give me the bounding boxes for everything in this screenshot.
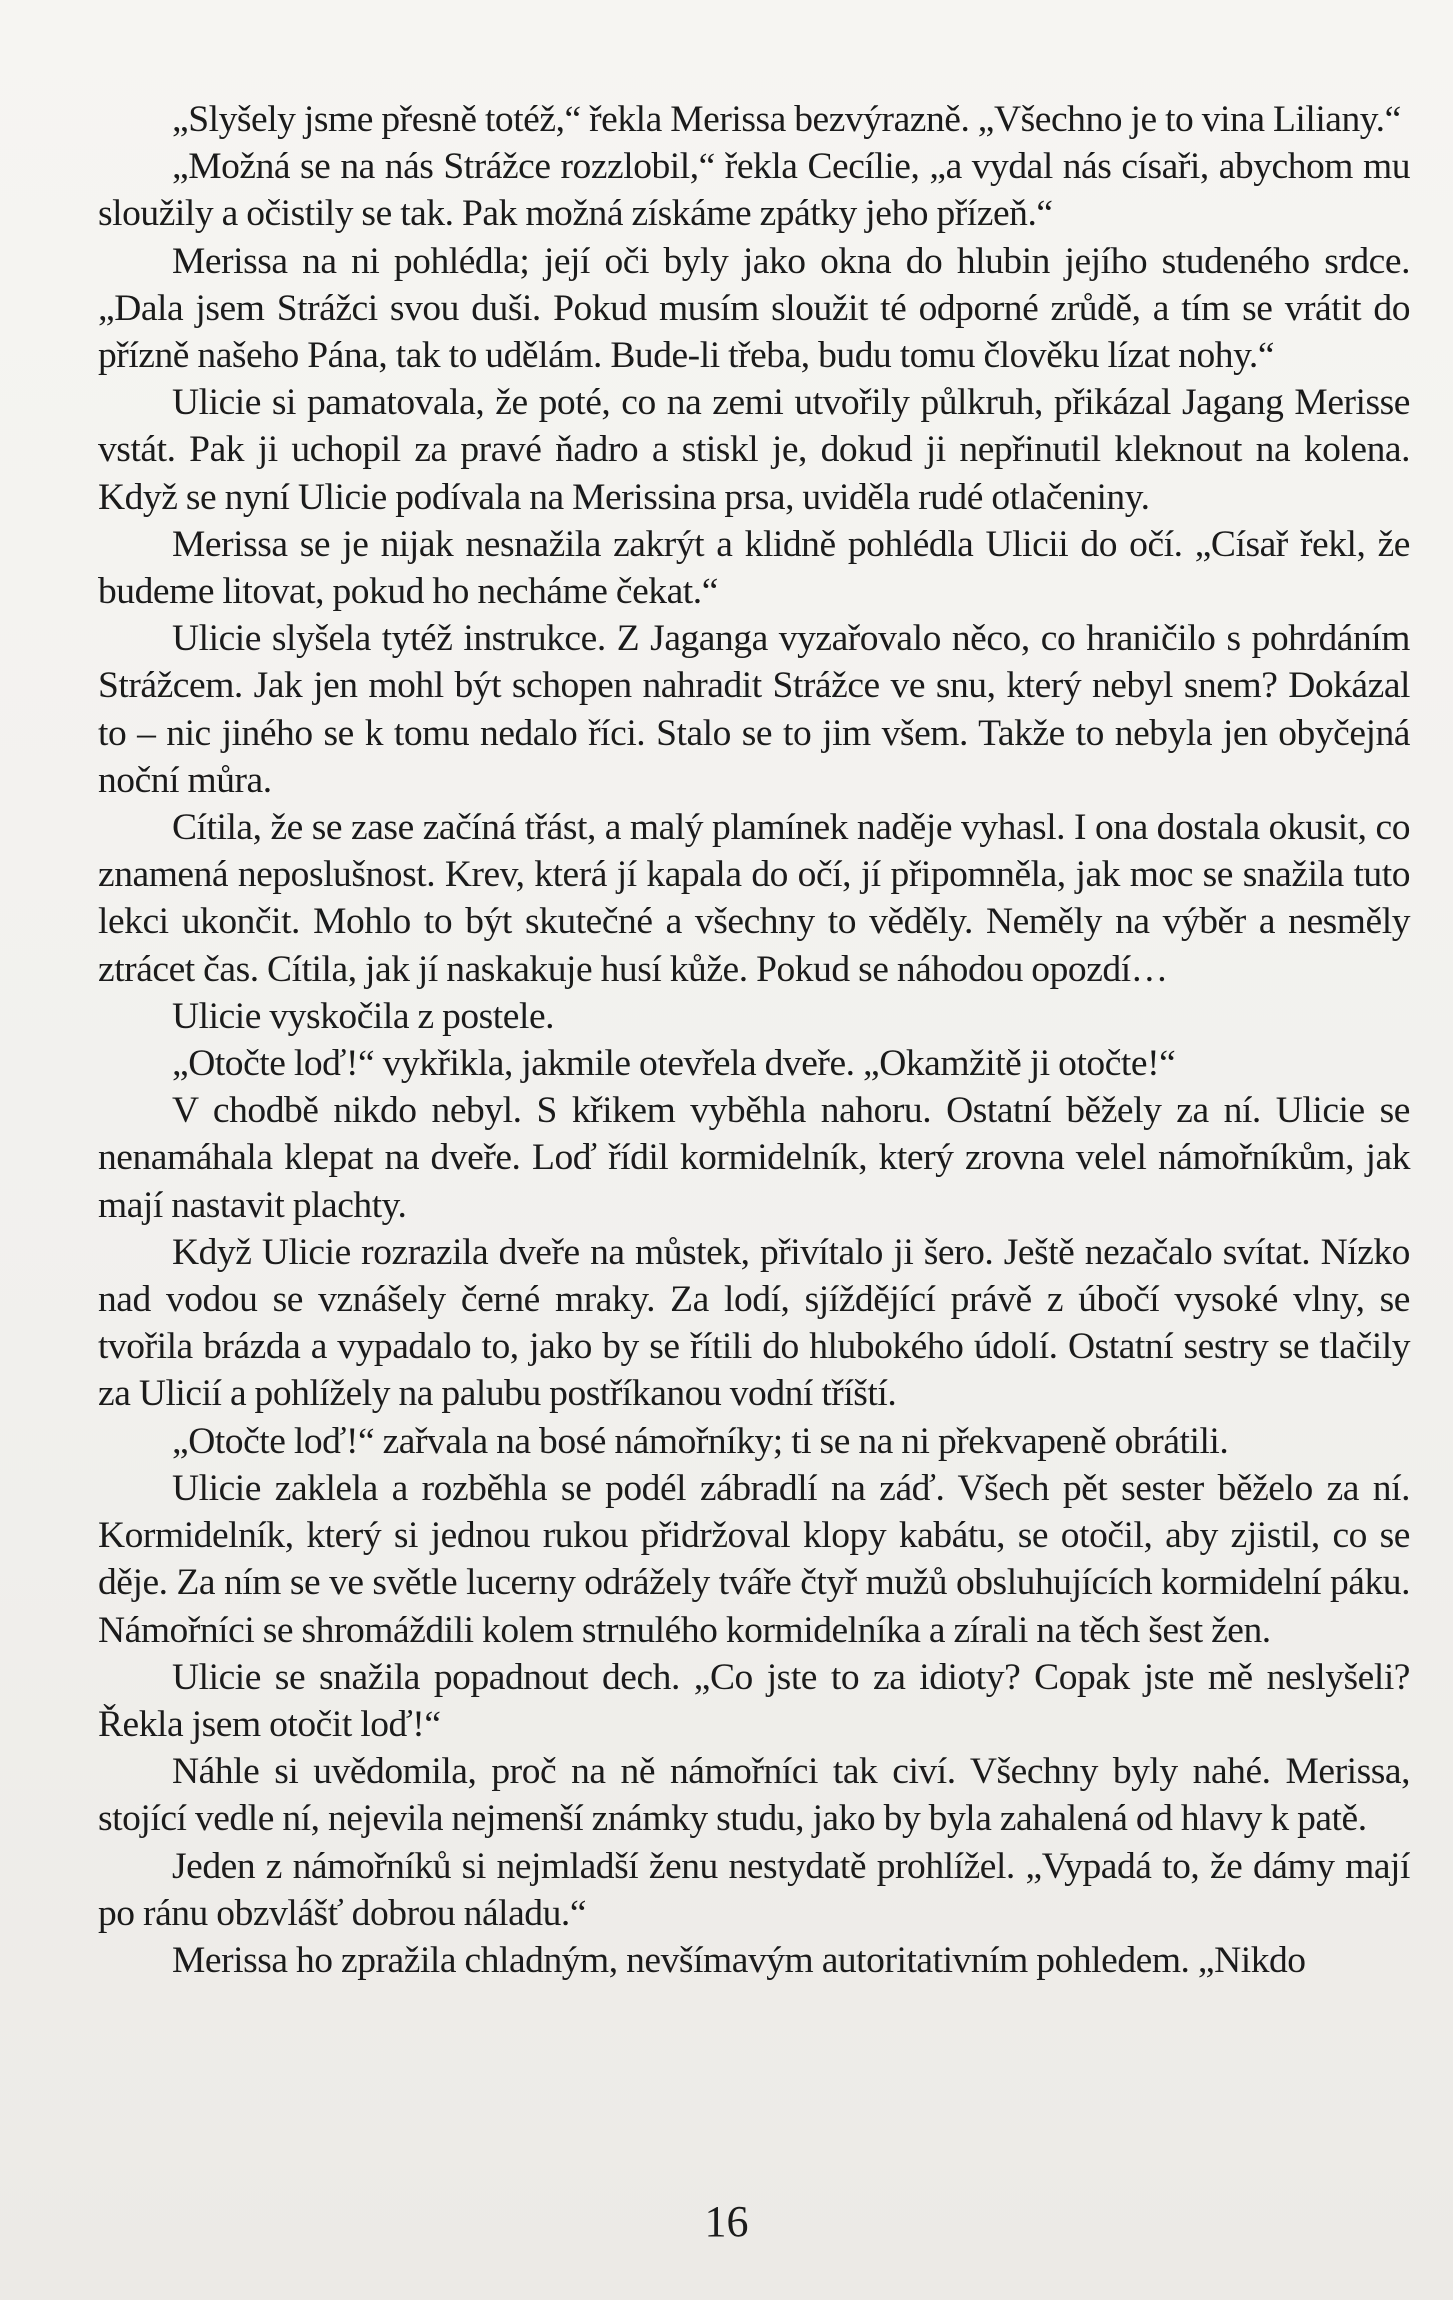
- paragraph: Merissa se je nijak nesnažila zakrýt a klidně pohlédla Ulicii do očí. „Císař řekl, že budeme litovat, pokud ho necháme čekat.“: [98, 523, 1410, 613]
- paragraph: Cítila, že se zase začíná třást, a malý plamínek naděje vyhasl. I ona dostala okusit, co znamená neposlušnost. Krev, která jí kapala do očí, jí připomněla, jak moc se snažila tuto lekci ukončit. Mohlo to být skutečné a všechny to věděly. Neměly na výběr a nesměly ztrácet čas. Cítila, jak jí naskakuje husí kůže. Pokud se náhodou opozdí…: [98, 807, 1410, 990]
- body-text: [98, 96, 1410, 1984]
- paragraph: V chodbě nikdo nebyl. S křikem vyběhla nahoru. Ostatní běžely za ní. Ulicie se nenamáhala klepat na dveře. Loď řídil kormidelník, který zrovna velel námořníkům, jak mají nastavit plachty.: [98, 1090, 1410, 1226]
- paragraph: Ulicie vyskočila z postele.: [172, 995, 555, 1037]
- paragraph: Merissa na ni pohlédla; její oči byly jako okna do hlubin jejího studeného srdce. „Dala jsem Strážci svou duši. Pokud musím sloužit té odporné zrůdě, a tím se vrátit do přízně našeho Pána, tak to udělám. Bude-li třeba, budu tomu člověku lízat nohy.“: [98, 240, 1410, 377]
- paragraph: Ulicie si pamatovala, že poté, co na zemi utvořily půlkruh, přikázal Jagang Merisse vstát. Pak ji uchopil za pravé ňadro a stiskl je, dokud ji nepřinutil kleknout na kolena. Když se nyní Ulicie podívala na Merissina prsa, uviděla rudé otlačeniny.: [98, 382, 1410, 518]
- paragraph: Když Ulicie rozrazila dveře na můstek, přivítalo ji šero. Ještě nezačalo svítat. Nízko nad vodou se vznášely černé mraky. Za lodí, sjíždějící právě z úbočí vysoké vlny, se tvořila brázda a vypadalo to, jako by se řítili do hlubokého údolí. Ostatní sestry se tlačily za Ulicií a pohlížely na palubu postříkanou vodní tříští.: [98, 1231, 1410, 1415]
- paragraph: „Slyšely jsme přesně totéž,“ řekla Merissa bezvýrazně. „Všechno je to vina Liliany.“: [172, 99, 1401, 140]
- paragraph: Ulicie se snažila popadnout dech. „Co jste to za idioty? Copak jste mě neslyšeli? Řekla jsem otočit loď!“: [98, 1656, 1410, 1745]
- paragraph: „Možná se na nás Strážce rozzlobil,“ řekla Cecílie, „a vydal nás císaři, abychom mu sloužily a očistily se tak. Pak možná získáme zpátky jeho přízeň.“: [98, 146, 1410, 235]
- paragraph: Náhle si uvědomila, proč na ně námořníci tak civí. Všechny byly nahé. Merissa, stojící vedle ní, nejevila nejmenší známky studu, jako by byla zahalená od hlavy k patě.: [98, 1751, 1410, 1840]
- paragraph: Ulicie zaklela a rozběhla se podél zábradlí na záď. Všech pět sester běželo za ní. Kormidelník, který si jednou rukou přidržoval klopy kabátu, se otočil, aby zjistil, co se děje. Za ním se ve světle lucerny odrážely tváře čtyř mužů obsluhujících kormidelní páku. Námořníci se shromáždili kolem strnulého kormidelníka a zírali na těch šest žen.: [98, 1467, 1410, 1651]
- paragraph: Ulicie slyšela tytéž instrukce. Z Jaganga vyzařovalo něco, co hraničilo s pohrdáním Strážcem. Jak jen mohl být schopen nahradit Strážce ve snu, který nebyl snem? Dokázal to – nic jiného se k tomu nedalo říci. Stalo se to jim všem. Takže to nebyla jen obyčejná noční můra.: [98, 618, 1410, 801]
- paragraph: „Otočte loď!“ zařvala na bosé námořníky; ti se na ni překvapeně obrátili.: [172, 1420, 1229, 1462]
- paragraph: „Otočte loď!“ vykřikla, jakmile otevřela dveře. „Okamžitě ji otočte!“: [172, 1043, 1176, 1085]
- paragraph: Merissa ho zpražila chladným, nevšímavým autoritativním pohledem. „Nikdo: [172, 1939, 1306, 1981]
- paragraph: Jeden z námořníků si nejmladší ženu nestydatě prohlížel. „Vypadá to, že dámy mají po ránu obzvlášť dobrou náladu.“: [98, 1845, 1410, 1934]
- page-number: 16: [704, 2197, 749, 2246]
